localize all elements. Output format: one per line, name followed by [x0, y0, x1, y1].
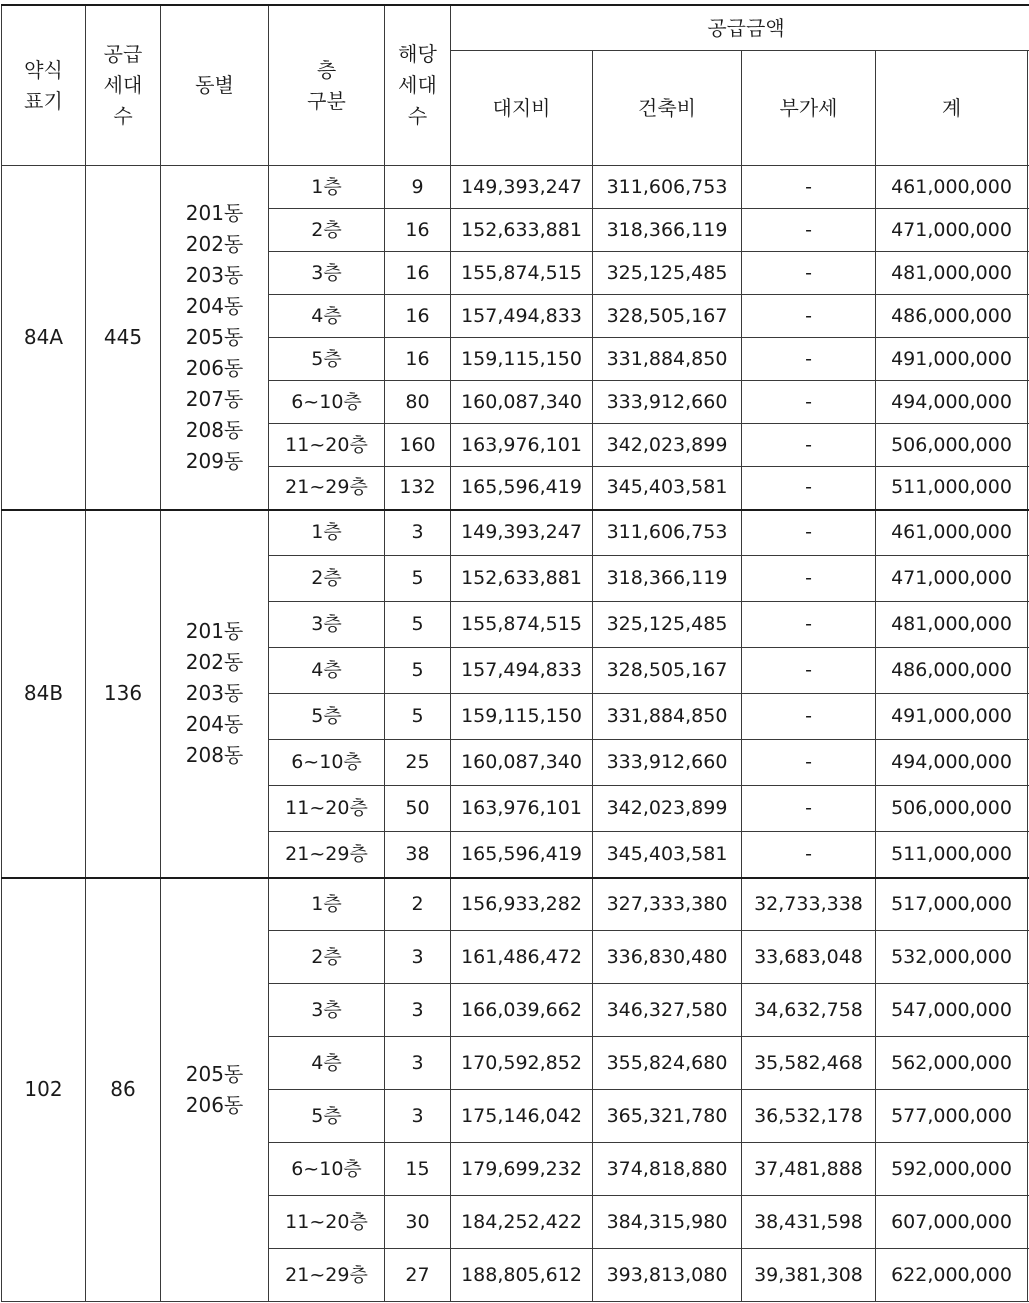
building-cost-cell: 318,366,119	[593, 209, 742, 252]
building-cost-cell: 325,125,485	[593, 252, 742, 295]
floor-cell: 4층	[269, 648, 385, 694]
building-cost-cell: 342,023,899	[593, 786, 742, 832]
table-row	[2, 166, 1029, 209]
total-cell: 481,000,000	[876, 602, 1028, 648]
units-cell: 5	[385, 694, 451, 740]
table-row	[2, 510, 1029, 556]
type-cell: 84A	[2, 166, 86, 510]
floor-cell: 2층	[269, 931, 385, 984]
total-cell: 517,000,000	[876, 878, 1028, 931]
header-building: 동별	[161, 5, 269, 166]
building-cost-cell: 333,912,660	[593, 740, 742, 786]
floor-cell: 5층	[269, 1090, 385, 1143]
land-cell: 188,805,612	[451, 1249, 593, 1302]
land-cell: 152,633,881	[451, 209, 593, 252]
land-cell: 165,596,419	[451, 467, 593, 510]
units-cell: 160	[385, 424, 451, 467]
floor-cell: 21~29층	[269, 467, 385, 510]
units-cell: 50	[385, 786, 451, 832]
supply-units-cell: 136	[86, 510, 161, 878]
building-cost-cell: 325,125,485	[593, 602, 742, 648]
vat-cell: -	[742, 740, 876, 786]
buildings-cell: 201동 202동 203동 204동 205동 206동 207동 208동 209동	[161, 166, 269, 510]
floor-cell: 3층	[269, 252, 385, 295]
total-cell: 562,000,000	[876, 1037, 1028, 1090]
total-cell: 547,000,000	[876, 984, 1028, 1037]
units-cell: 16	[385, 252, 451, 295]
vat-cell: 33,683,048	[742, 931, 876, 984]
vat-cell: -	[742, 648, 876, 694]
building-cost-cell: 331,884,850	[593, 338, 742, 381]
land-cell: 166,039,662	[451, 984, 593, 1037]
supply-price-table	[1, 4, 1029, 1302]
units-cell: 16	[385, 295, 451, 338]
header-total: 계	[876, 51, 1028, 166]
land-cell: 149,393,247	[451, 510, 593, 556]
table-header	[2, 5, 1029, 166]
building-cost-cell: 328,505,167	[593, 648, 742, 694]
price-table-container	[1, 4, 1029, 1302]
header-building-cost: 건축비	[593, 51, 742, 166]
total-cell: 471,000,000	[876, 209, 1028, 252]
units-cell: 2	[385, 878, 451, 931]
building-cost-cell: 318,366,119	[593, 556, 742, 602]
building-cost-cell: 311,606,753	[593, 166, 742, 209]
land-cell: 161,486,472	[451, 931, 593, 984]
floor-cell: 6~10층	[269, 740, 385, 786]
total-cell: 486,000,000	[876, 295, 1028, 338]
total-cell: 622,000,000	[876, 1249, 1028, 1302]
total-cell: 461,000,000	[876, 510, 1028, 556]
units-cell: 16	[385, 209, 451, 252]
units-cell: 5	[385, 602, 451, 648]
floor-cell: 1층	[269, 510, 385, 556]
vat-cell: -	[742, 424, 876, 467]
building-cost-cell: 342,023,899	[593, 424, 742, 467]
floor-cell: 3층	[269, 984, 385, 1037]
floor-cell: 2층	[269, 556, 385, 602]
units-cell: 27	[385, 1249, 451, 1302]
vat-cell: -	[742, 786, 876, 832]
floor-cell: 11~20층	[269, 786, 385, 832]
vat-cell: -	[742, 602, 876, 648]
floor-cell: 6~10층	[269, 1143, 385, 1196]
total-cell: 511,000,000	[876, 832, 1028, 878]
land-cell: 157,494,833	[451, 648, 593, 694]
total-cell: 532,000,000	[876, 931, 1028, 984]
floor-cell: 21~29층	[269, 832, 385, 878]
total-cell: 494,000,000	[876, 740, 1028, 786]
units-cell: 38	[385, 832, 451, 878]
vat-cell: 37,481,888	[742, 1143, 876, 1196]
land-cell: 165,596,419	[451, 832, 593, 878]
vat-cell: -	[742, 252, 876, 295]
land-cell: 170,592,852	[451, 1037, 593, 1090]
building-cost-cell: 374,818,880	[593, 1143, 742, 1196]
table-row	[2, 878, 1029, 931]
building-cost-cell: 355,824,680	[593, 1037, 742, 1090]
vat-cell: -	[742, 338, 876, 381]
header-vat: 부가세	[742, 51, 876, 166]
total-cell: 491,000,000	[876, 338, 1028, 381]
buildings-cell: 205동 206동	[161, 878, 269, 1302]
floor-cell: 5층	[269, 338, 385, 381]
floor-cell: 4층	[269, 295, 385, 338]
units-cell: 3	[385, 1090, 451, 1143]
vat-cell: -	[742, 510, 876, 556]
vat-cell: 35,582,468	[742, 1037, 876, 1090]
vat-cell: -	[742, 467, 876, 510]
vat-cell: 32,733,338	[742, 878, 876, 931]
land-cell: 179,699,232	[451, 1143, 593, 1196]
land-cell: 149,393,247	[451, 166, 593, 209]
building-cost-cell: 365,321,780	[593, 1090, 742, 1143]
supply-units-cell: 445	[86, 166, 161, 510]
land-cell: 155,874,515	[451, 602, 593, 648]
units-cell: 132	[385, 467, 451, 510]
table-body	[2, 166, 1029, 1302]
floor-cell: 6~10층	[269, 381, 385, 424]
vat-cell: 36,532,178	[742, 1090, 876, 1143]
total-cell: 471,000,000	[876, 556, 1028, 602]
land-cell: 160,087,340	[451, 740, 593, 786]
building-cost-cell: 336,830,480	[593, 931, 742, 984]
land-cell: 160,087,340	[451, 381, 593, 424]
total-cell: 461,000,000	[876, 166, 1028, 209]
units-cell: 9	[385, 166, 451, 209]
total-cell: 511,000,000	[876, 467, 1028, 510]
type-cell: 102	[2, 878, 86, 1302]
floor-cell: 21~29층	[269, 1249, 385, 1302]
floor-cell: 5층	[269, 694, 385, 740]
vat-cell: 39,381,308	[742, 1249, 876, 1302]
vat-cell: -	[742, 295, 876, 338]
floor-cell: 11~20층	[269, 1196, 385, 1249]
units-cell: 3	[385, 984, 451, 1037]
units-cell: 3	[385, 1037, 451, 1090]
total-cell: 506,000,000	[876, 786, 1028, 832]
units-cell: 3	[385, 510, 451, 556]
floor-cell: 1층	[269, 878, 385, 931]
land-cell: 152,633,881	[451, 556, 593, 602]
building-cost-cell: 331,884,850	[593, 694, 742, 740]
units-cell: 5	[385, 648, 451, 694]
total-cell: 486,000,000	[876, 648, 1028, 694]
land-cell: 159,115,150	[451, 694, 593, 740]
building-cost-cell: 393,813,080	[593, 1249, 742, 1302]
building-cost-cell: 333,912,660	[593, 381, 742, 424]
total-cell: 577,000,000	[876, 1090, 1028, 1143]
total-cell: 494,000,000	[876, 381, 1028, 424]
vat-cell: 34,632,758	[742, 984, 876, 1037]
total-cell: 491,000,000	[876, 694, 1028, 740]
building-cost-cell: 345,403,581	[593, 832, 742, 878]
building-cost-cell: 311,606,753	[593, 510, 742, 556]
land-cell: 163,976,101	[451, 424, 593, 467]
units-cell: 3	[385, 931, 451, 984]
buildings-cell: 201동 202동 203동 204동 208동	[161, 510, 269, 878]
units-cell: 30	[385, 1196, 451, 1249]
floor-cell: 4층	[269, 1037, 385, 1090]
header-type: 약식 표기	[2, 5, 86, 166]
units-cell: 25	[385, 740, 451, 786]
land-cell: 155,874,515	[451, 252, 593, 295]
header-units: 해당 세대 수	[385, 5, 451, 166]
units-cell: 15	[385, 1143, 451, 1196]
total-cell: 592,000,000	[876, 1143, 1028, 1196]
land-cell: 156,933,282	[451, 878, 593, 931]
type-cell: 84B	[2, 510, 86, 878]
vat-cell: -	[742, 381, 876, 424]
floor-cell: 2층	[269, 209, 385, 252]
building-cost-cell: 327,333,380	[593, 878, 742, 931]
header-land: 대지비	[451, 51, 593, 166]
land-cell: 163,976,101	[451, 786, 593, 832]
land-cell: 159,115,150	[451, 338, 593, 381]
floor-cell: 11~20층	[269, 424, 385, 467]
building-cost-cell: 345,403,581	[593, 467, 742, 510]
land-cell: 184,252,422	[451, 1196, 593, 1249]
total-cell: 481,000,000	[876, 252, 1028, 295]
supply-units-cell: 86	[86, 878, 161, 1302]
header-floor: 층 구분	[269, 5, 385, 166]
units-cell: 5	[385, 556, 451, 602]
header-supply-price: 공급금액	[451, 5, 1029, 51]
floor-cell: 1층	[269, 166, 385, 209]
vat-cell: -	[742, 556, 876, 602]
building-cost-cell: 346,327,580	[593, 984, 742, 1037]
vat-cell: -	[742, 209, 876, 252]
vat-cell: -	[742, 832, 876, 878]
land-cell: 157,494,833	[451, 295, 593, 338]
floor-cell: 3층	[269, 602, 385, 648]
header-supply-units: 공급 세대 수	[86, 5, 161, 166]
building-cost-cell: 384,315,980	[593, 1196, 742, 1249]
land-cell: 175,146,042	[451, 1090, 593, 1143]
units-cell: 80	[385, 381, 451, 424]
vat-cell: -	[742, 166, 876, 209]
units-cell: 16	[385, 338, 451, 381]
vat-cell: -	[742, 694, 876, 740]
total-cell: 607,000,000	[876, 1196, 1028, 1249]
total-cell: 506,000,000	[876, 424, 1028, 467]
building-cost-cell: 328,505,167	[593, 295, 742, 338]
vat-cell: 38,431,598	[742, 1196, 876, 1249]
